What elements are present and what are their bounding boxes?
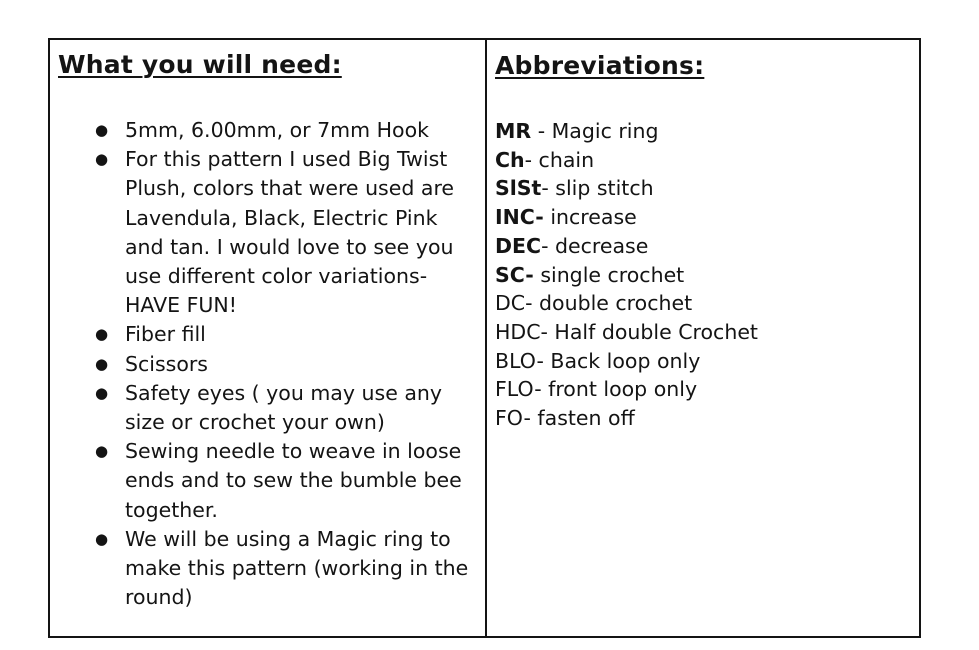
materials-item [58, 379, 485, 437]
materials-item [58, 116, 485, 145]
abbreviation-item [495, 318, 919, 347]
materials-item-text: Sewing needle to weave in loose ends and to sew the bumble bee together. [125, 439, 462, 522]
materials-item-text: Scissors [125, 351, 208, 376]
materials-item [58, 437, 485, 525]
materials-column [50, 40, 487, 636]
materials-item-text: We will be using a Magic ring to make this pattern (working in the round) [125, 526, 469, 610]
abbreviation-key: INC- [495, 205, 544, 230]
bullet-icon: ● [95, 325, 109, 344]
abbreviation-meaning: increase [543, 205, 637, 230]
abbreviations-column [487, 40, 919, 636]
bullet-icon: ● [95, 121, 109, 139]
bullet-icon: ● [95, 442, 109, 461]
abbreviation-item [495, 375, 919, 404]
materials-heading: What you will need: [58, 50, 342, 79]
abbreviation-key: SC- [495, 262, 534, 287]
materials-item [58, 350, 485, 379]
abbreviation-key: FO [495, 406, 524, 431]
abbreviation-key: Ch [495, 147, 525, 172]
abbreviation-key: MR [495, 119, 532, 143]
abbreviations-list [495, 117, 919, 433]
abbreviation-meaning: - double crochet [525, 291, 693, 316]
materials-item [58, 145, 485, 320]
abbreviation-meaning: - Back loop only [536, 348, 701, 373]
abbreviation-key: SlSt [495, 176, 542, 201]
bullet-icon: ● [95, 150, 109, 169]
abbreviation-item [495, 404, 919, 433]
pattern-info-table [48, 38, 921, 638]
materials-item [58, 320, 485, 349]
materials-item-text: For this pattern I used Big Twist Plush, colors that were used are Lavendula, Black, Electric Pink and tan. I would love to see you use different color variations-HAVE FUN! [125, 147, 455, 318]
abbreviation-meaning: - fasten off [523, 406, 635, 431]
materials-item-text: Fiber fill [125, 322, 206, 347]
abbreviation-key: DC [495, 291, 526, 316]
abbreviation-key: HDC [495, 319, 541, 344]
abbreviation-item [495, 174, 919, 203]
abbreviation-meaning: - front loop only [534, 377, 698, 402]
materials-item-text: 5mm, 6.00mm, or 7mm Hook [125, 118, 429, 142]
abbreviation-item [495, 232, 919, 261]
abbreviation-item [495, 203, 919, 232]
bullet-icon: ● [95, 529, 109, 548]
abbreviation-key: BLO [495, 348, 537, 373]
abbreviation-meaning: - Magic ring [531, 119, 659, 143]
abbreviation-meaning: single crochet [533, 262, 685, 287]
abbreviations-heading: Abbreviations: [495, 51, 705, 80]
abbreviation-meaning: - Half double Crochet [540, 319, 758, 344]
materials-item [58, 525, 485, 613]
abbreviation-item [495, 289, 919, 318]
abbreviation-item [495, 261, 919, 290]
abbreviation-key: FLO [495, 377, 535, 402]
abbreviation-meaning: - slip stitch [541, 176, 654, 201]
materials-item-text: Safety eyes ( you may use any size or crochet your own) [125, 380, 443, 435]
abbreviation-meaning: - chain [524, 147, 595, 172]
bullet-icon: ● [95, 383, 109, 402]
abbreviation-item [495, 146, 919, 175]
abbreviation-item [495, 117, 919, 146]
materials-list [58, 116, 485, 612]
abbreviation-key: DEC [495, 233, 542, 258]
bullet-icon: ● [95, 354, 109, 373]
abbreviation-item [495, 347, 919, 376]
abbreviation-meaning: - decrease [541, 233, 649, 258]
